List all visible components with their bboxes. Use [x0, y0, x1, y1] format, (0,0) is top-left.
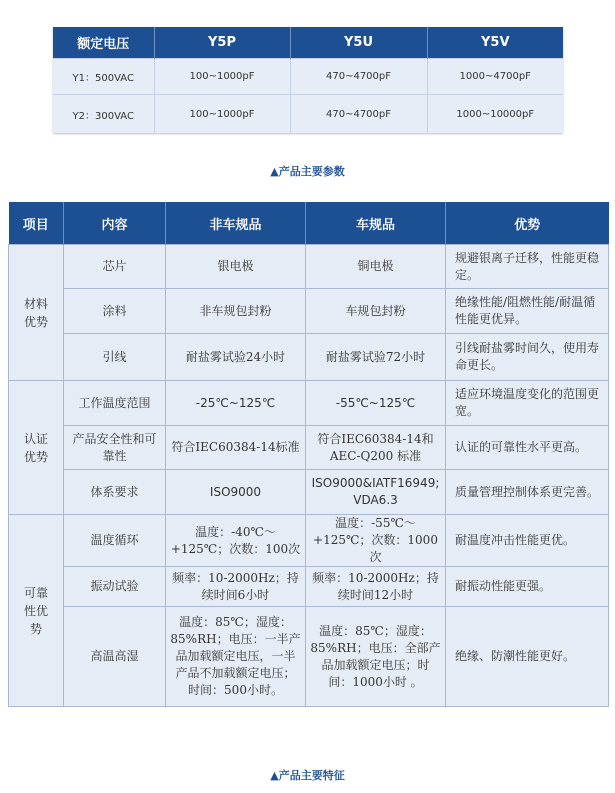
row-content: 振动试验 — [64, 567, 166, 607]
row-content: 涂料 — [64, 289, 166, 334]
auto-cell: 耐盐雾试验72小时 — [306, 334, 446, 381]
table-row — [9, 567, 609, 607]
auto-cell: ISO9000&IATF16949;VDA6.3 — [306, 470, 446, 515]
table-row — [53, 95, 563, 134]
non-auto-cell: 温度：-40℃～+125℃；次数：100次 — [166, 515, 306, 567]
row-content: 芯片 — [64, 245, 166, 289]
table-row — [9, 334, 609, 381]
auto-cell: 符合IEC60384-14和AEC-Q200 标准 — [306, 426, 446, 470]
voltage-parameter-table — [53, 27, 563, 133]
row-content: 温度循环 — [64, 515, 166, 567]
table-cell: 470~4700pF — [290, 95, 427, 134]
table-cell: 1000~10000pF — [427, 95, 563, 134]
table-header-row — [53, 27, 563, 59]
auto-cell: 车规包封粉 — [306, 289, 446, 334]
row-content: 高温高湿 — [64, 607, 166, 707]
advantage-cell: 绝缘性能/阻燃性能/耐温循性能更优异。 — [446, 289, 609, 334]
table-row — [9, 426, 609, 470]
row-content: 产品安全性和可靠性 — [64, 426, 166, 470]
table-cell: Y1：500VAC — [53, 59, 154, 95]
auto-cell: 温度：-55℃～+125℃；次数：1000次 — [306, 515, 446, 567]
table-row — [9, 607, 609, 707]
row-content: 工作温度范围 — [64, 381, 166, 426]
column-header: 优势 — [446, 202, 609, 245]
table-row — [9, 515, 609, 567]
advantage-cell: 绝缘、防潮性能更好。 — [446, 607, 609, 707]
group-label-reliability: 可靠 性优 势 — [9, 515, 64, 707]
table-row — [9, 289, 609, 334]
column-header: 内容 — [64, 202, 166, 245]
advantage-cell: 耐振动性能更强。 — [446, 567, 609, 607]
auto-cell: 铜电极 — [306, 245, 446, 289]
auto-cell: 温度：85℃；湿度：85%RH；电压：全部产品加载额定电压；时间：1000小时 。 — [306, 607, 446, 707]
table-caption: ▲产品主要参数 — [270, 165, 345, 178]
features-comparison-table — [8, 202, 609, 707]
column-header: 车规品 — [306, 202, 446, 245]
table-row — [9, 245, 609, 289]
column-header: Y5V — [427, 27, 563, 59]
column-header: 非车规品 — [166, 202, 306, 245]
table-cell: 470~4700pF — [290, 59, 427, 95]
non-auto-cell: -25℃~125℃ — [166, 381, 306, 426]
group-label-materials: 材料 优势 — [9, 245, 64, 381]
non-auto-cell: 频率：10-2000Hz；持续时间6小时 — [166, 567, 306, 607]
table-header-row — [9, 202, 609, 245]
table-cell: 1000~4700pF — [427, 59, 563, 95]
column-header: 项目 — [9, 202, 64, 245]
table-cell: Y2：300VAC — [53, 95, 154, 134]
non-auto-cell: 银电极 — [166, 245, 306, 289]
column-header: Y5P — [154, 27, 290, 59]
advantage-cell: 耐温度冲击性能更优。 — [446, 515, 609, 567]
row-content: 体系要求 — [64, 470, 166, 515]
non-auto-cell: 耐盐雾试验24小时 — [166, 334, 306, 381]
auto-cell: -55℃~125℃ — [306, 381, 446, 426]
auto-cell: 频率：10-2000Hz；持续时间12小时 — [306, 567, 446, 607]
advantage-cell: 引线耐盐雾时间久，使用寿命更长。 — [446, 334, 609, 381]
table-row — [9, 381, 609, 426]
table-caption: ▲产品主要特征 — [270, 769, 345, 782]
column-header: 额定电压 — [53, 27, 154, 59]
advantage-cell: 认证的可靠性水平更高。 — [446, 426, 609, 470]
table-row — [53, 59, 563, 95]
non-auto-cell: 符合IEC60384-14标准 — [166, 426, 306, 470]
advantage-cell: 适应环境温度变化的范围更宽。 — [446, 381, 609, 426]
table-row — [9, 470, 609, 515]
column-header: Y5U — [290, 27, 427, 59]
table-cell: 100~1000pF — [154, 95, 290, 134]
advantage-cell: 质量管理控制体系更完善。 — [446, 470, 609, 515]
advantage-cell: 规避银离子迁移，性能更稳定。 — [446, 245, 609, 289]
non-auto-cell: ISO9000 — [166, 470, 306, 515]
non-auto-cell: 非车规包封粉 — [166, 289, 306, 334]
non-auto-cell: 温度：85℃；湿度：85%RH；电压：一半产品加载额定电压，一半产品不加载额定电压；时间：500小时。 — [166, 607, 306, 707]
group-label-certification: 认证 优势 — [9, 381, 64, 515]
row-content: 引线 — [64, 334, 166, 381]
table-cell: 100~1000pF — [154, 59, 290, 95]
